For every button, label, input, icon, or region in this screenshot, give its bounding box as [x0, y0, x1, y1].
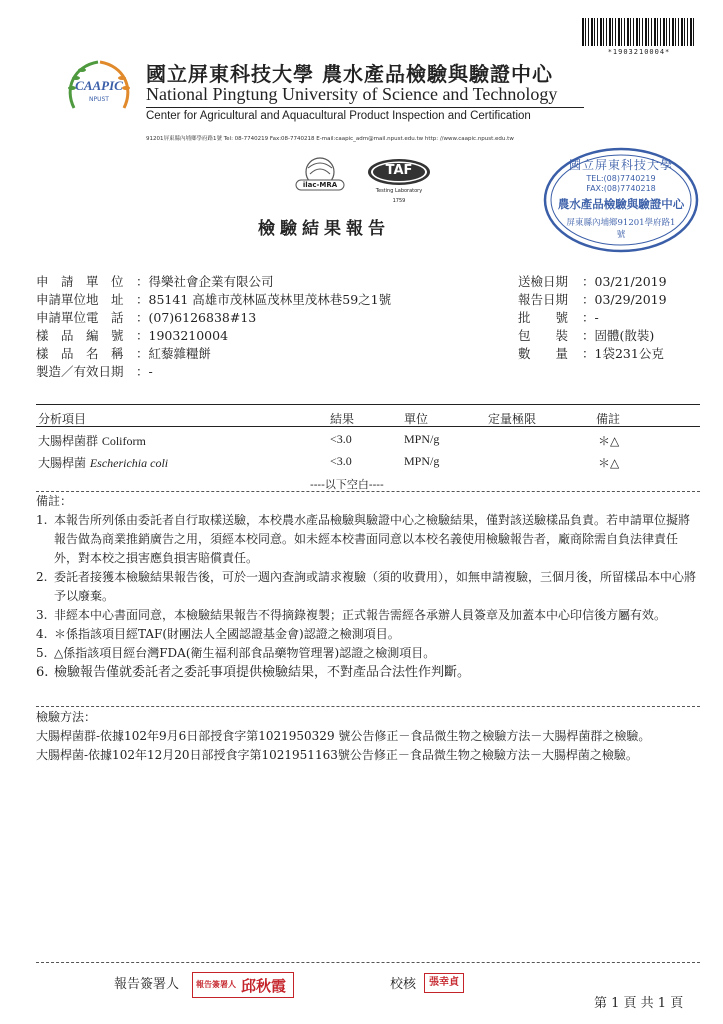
info-value: 1903210004 — [148, 328, 229, 343]
table-row — [38, 432, 698, 450]
checker-stamp: 張幸貞 — [424, 973, 464, 993]
info-value: 03/21/2019 — [594, 274, 667, 289]
info-row-sample-name: 樣 品 名 稱 ：紅藜雜糧餅 — [36, 346, 212, 361]
info-value: (07)6126838#13 — [148, 310, 257, 325]
cell-unit: MPN/g — [404, 454, 440, 468]
info-row-sample-no: 樣 品 編 號 ：1903210004 — [36, 328, 229, 343]
note-text: 本報告所列係由委託者自行取樣送驗，本校農水產品檢驗與驗證中心之檢驗結果，僅對該送驗樣品負責。若申請單位擬將報告做為商業推銷廣告之用，須經本校同意。如未經本校書面同意以本校名義使用檢驗報告者，廠商除需自負法律責任外，對本校之損害應負損害賠償責任。 — [54, 513, 691, 565]
taf-logo — [366, 158, 432, 210]
institution-title-en: National Pingtung University of Science and Technology — [146, 84, 558, 104]
cell-unit: MPN/g — [404, 432, 440, 446]
note-num: 2. — [36, 570, 48, 584]
caapic-logo — [64, 58, 134, 118]
note-item — [36, 568, 700, 606]
logo-sub: NPUST — [89, 96, 109, 103]
info-row-received: 送檢日期 ：03/21/2019 — [518, 274, 667, 289]
info-label: 報告日期 — [518, 292, 569, 307]
note-item — [36, 511, 700, 568]
table-header-rule — [36, 426, 700, 427]
checker-label: 校核 — [390, 977, 417, 992]
notes-bottom-rule — [36, 706, 700, 707]
method-item: 大腸桿菌群-依據102年9月6日部授食字第1021950329 號公告修正－食品微生物之檢驗方法－大腸桿菌群之檢驗。 — [36, 729, 651, 743]
info-label: 批 號 — [518, 310, 569, 325]
th-unit: 單位 — [404, 412, 429, 426]
info-label: 送檢日期 — [518, 274, 569, 289]
info-row-applicant: 申 請 單 位 ：得樂社會企業有限公司 — [36, 274, 274, 289]
stamp-middle-text: 農水產品檢驗與驗證中心 — [557, 197, 685, 211]
center-stamp — [542, 146, 700, 254]
signer-stamp — [192, 972, 294, 998]
ilac-label: ilac-MRA — [302, 181, 338, 189]
info-label: 製造／有效日期 — [36, 364, 124, 379]
header-rule — [146, 107, 584, 108]
signer-stamp-small: 報告簽署人 — [196, 979, 236, 989]
stamp-tel: TEL:(08)7740219 — [586, 174, 656, 183]
footer-rule — [36, 962, 700, 963]
info-label: 申請單位地 址 — [36, 292, 124, 307]
methods-section — [36, 708, 700, 765]
taf-label: TAF — [385, 163, 413, 178]
note-item — [36, 644, 700, 663]
taf-number: 1759 — [392, 198, 406, 204]
barcode — [582, 18, 696, 58]
center-subtitle-en: Center for Agricultural and Aquacultural Product Inspection and Certification — [146, 110, 531, 122]
cell-remark: ＊△ — [598, 456, 620, 470]
info-value: 得樂社會企業有限公司 — [148, 274, 274, 289]
notes-title: 備註： — [36, 494, 73, 508]
info-row-date: 製造／有效日期 ：- — [36, 364, 153, 379]
institution-title-cn: 國立屏東科技大學 農水產品檢驗與驗證中心 — [146, 62, 553, 86]
info-row-batch: 批 號 ：- — [518, 310, 599, 325]
info-value: 紅藜雜糧餅 — [148, 346, 212, 361]
info-value: 固體(散裝) — [594, 328, 655, 343]
blank-note: ----以下空白---- — [310, 478, 384, 491]
info-row-address: 申請單位地 址 ：85141 高雄市茂林區茂林里茂林巷59之1號 — [36, 292, 392, 307]
contact-line: 91201屏東縣內埔鄉學府路1號 Tel: 08-7740219 Fax:08-7740218 E-mail:caapic_adm@mail.npust.edu.tw http: //www.caapic.npust.edu.tw — [146, 136, 514, 142]
note-item — [36, 606, 700, 625]
cell-item — [38, 432, 146, 449]
info-label: 數 量 — [518, 346, 569, 361]
cell-item-cn: 大腸桿菌 — [38, 456, 90, 470]
stamp-fax: FAX:(08)7740218 — [586, 184, 656, 193]
signer-name: 邱秋霞 — [241, 977, 287, 995]
note-text: 非經本中心書面同意，本檢驗結果報告不得摘錄複製；正式報告需經各承辦人員簽章及加蓋本中心印信後方屬有效。 — [54, 608, 667, 622]
report-title: 檢驗結果報告 — [258, 219, 390, 239]
note-text: △係指該項目經台灣FDA(衛生福利部食品藥物管理署)認證之檢測項目。 — [54, 646, 436, 660]
notes-section — [36, 492, 700, 682]
info-label: 申 請 單 位 — [36, 274, 124, 289]
note-num: 3. — [36, 608, 48, 622]
barcode-number: *1903210004* — [607, 48, 671, 56]
note-text: 委託者接獲本檢驗結果報告後，可於一週內查詢或請求複驗（須的收費用），如無申請複驗，三個月後，所留樣品本中心將予以廢棄。 — [54, 570, 697, 603]
table-top-rule — [36, 404, 700, 405]
info-row-package: 包 裝 ：固體(散裝) — [518, 328, 655, 343]
cell-item-cn: 大腸桿菌群 — [38, 434, 102, 448]
info-label: 申請單位電 話 — [36, 310, 124, 325]
info-row-report-date: 報告日期 ：03/29/2019 — [518, 292, 667, 307]
info-row-phone: 申請單位電 話 ：(07)6126838#13 — [36, 310, 257, 325]
note-num: 1. — [36, 513, 48, 527]
info-left — [36, 272, 391, 380]
cell-result: <3.0 — [330, 454, 352, 468]
ilac-mra-logo — [290, 156, 350, 196]
note-text: 檢驗報告僅就委託者之委託事項提供檢驗結果，不對產品合法性作判斷。 — [54, 665, 471, 680]
info-value: 1袋231公克 — [594, 346, 664, 361]
stamp-bottom-text: 屏東縣內埔鄉91201學府路1號 — [566, 218, 676, 240]
signer-label: 報告簽署人 — [114, 977, 180, 992]
note-num: 6. — [36, 665, 49, 680]
note-num: 4. — [36, 627, 48, 641]
info-right — [518, 272, 667, 362]
table-row — [38, 454, 698, 472]
th-result: 結果 — [330, 412, 355, 426]
cell-item-en: Escherichia coli — [89, 456, 169, 470]
taf-sub: Testing Laboratory — [375, 188, 423, 194]
info-value: - — [148, 364, 153, 379]
methods-title: 檢驗方法： — [36, 710, 97, 724]
note-item — [36, 625, 700, 644]
stamp-top-text: 國立屏東科技大學 — [568, 158, 673, 172]
th-item: 分析項目 — [38, 412, 87, 426]
note-item — [36, 663, 700, 682]
logo-text: CAAPIC — [75, 78, 123, 93]
note-num: 5. — [36, 646, 48, 660]
cell-item-en: Coliform — [101, 434, 146, 448]
th-remark: 備註 — [596, 412, 621, 426]
info-label: 樣 品 編 號 — [36, 328, 124, 343]
info-row-quantity: 數 量 ：1袋231公克 — [518, 346, 664, 361]
info-label: 包 裝 — [518, 328, 569, 343]
info-value: 85141 高雄市茂林區茂林里茂林巷59之1號 — [148, 292, 392, 307]
cell-remark: ＊△ — [598, 434, 620, 448]
note-text: ＊係指該項目經TAF(財團法人全國認證基金會)認證之檢測項目。 — [54, 627, 400, 641]
cell-result: <3.0 — [330, 432, 352, 446]
barcode-bars — [582, 18, 696, 46]
info-value: 03/29/2019 — [594, 292, 667, 307]
page-info: 第 1 頁 共 1 頁 — [594, 996, 684, 1011]
info-value: - — [594, 310, 599, 325]
cell-item — [38, 454, 168, 471]
th-loq: 定量極限 — [488, 412, 537, 426]
info-label: 樣 品 名 稱 — [36, 346, 124, 361]
method-item: 大腸桿菌-依據102年12月20日部授食字第1021951163號公告修正－食品微生物之檢驗方法－大腸桿菌之檢驗。 — [36, 748, 638, 762]
